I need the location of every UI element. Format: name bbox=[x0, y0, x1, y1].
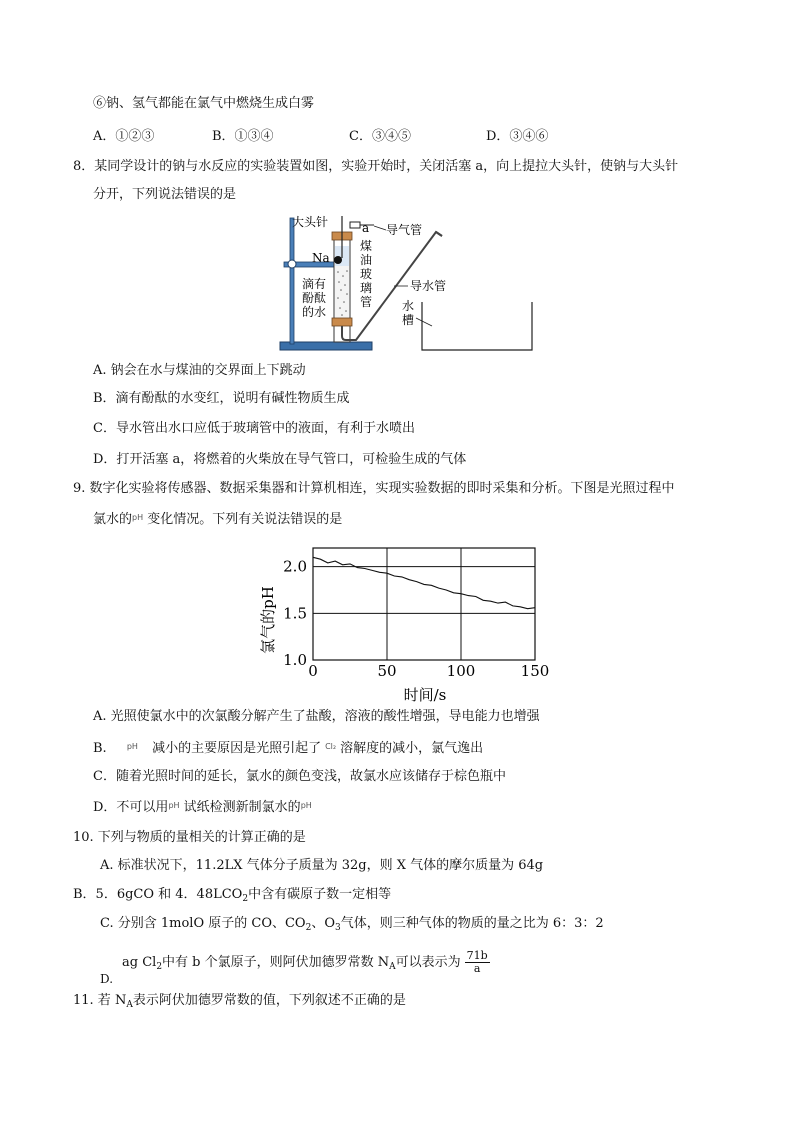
q9-b-label: B. bbox=[93, 741, 107, 756]
q9-b-mid: 减小的主要原因是光照引起了 bbox=[152, 741, 322, 756]
q7-option-b: B．①③④ bbox=[212, 129, 274, 144]
q10-d-mid: 中有 b 个氯原子，则阿伏加德罗常数 N bbox=[162, 955, 390, 970]
q8-stem-line2: 分开，下列说法错误的是 bbox=[93, 187, 237, 202]
q9-d-ph1: pH bbox=[168, 801, 180, 810]
label-water-1: 滴有 bbox=[302, 277, 327, 291]
q7-item6: ⑥钠、氢气都能在氯气中燃烧生成白雾 bbox=[93, 96, 315, 111]
q10-option-b bbox=[73, 886, 391, 908]
q10-d-fraction bbox=[465, 950, 490, 975]
q10-d-sub2: A bbox=[389, 962, 396, 972]
chart-y-tick-label: 2.0 bbox=[283, 557, 307, 576]
q9-option-a: A. 光照使氯水中的次氯酸分解产生了盐酸，溶液的酸性增强，导电能力也增强 bbox=[93, 709, 540, 724]
q9-option-d bbox=[93, 797, 312, 817]
q10-option-d-label: D. bbox=[100, 972, 114, 986]
q8-option-b: B．滴有酚酞的水变红，说明有碱性物质生成 bbox=[93, 391, 350, 406]
q10-stem: 10. 下列与物质的量相关的计算正确的是 bbox=[73, 830, 306, 845]
q10-d-denominator: a bbox=[473, 962, 481, 975]
q10-c-pre: C. 分别含 1molO 原子的 CO、CO bbox=[100, 916, 306, 931]
q11-pre: 11. 若 N bbox=[73, 993, 127, 1008]
q10-c-sub1: 2 bbox=[305, 923, 312, 933]
chart-x-tick-label: 150 bbox=[520, 662, 550, 680]
label-kerosene-1: 煤 bbox=[360, 239, 373, 253]
label-na: Na bbox=[312, 251, 330, 265]
q9-d-pre: D．不可以用 bbox=[93, 800, 169, 815]
chart-x-tick-label: 100 bbox=[446, 662, 476, 680]
q9-b-ph: pH bbox=[126, 742, 138, 751]
q11-post: 表示阿伏加德罗常数的值，下列叙述不正确的是 bbox=[132, 993, 406, 1008]
q10-c-post: 气体，则三种气体的物质的量之比为 6：3：2 bbox=[340, 916, 604, 931]
q9-d-mid: 试纸检测新制氯水的 bbox=[183, 800, 301, 815]
chart-x-axis-label: 时间/s bbox=[403, 686, 447, 704]
label-water-2: 酚酞 bbox=[302, 291, 327, 305]
chart-y-axis-label: 氯气的pH bbox=[259, 586, 277, 654]
q10-c-sub2: 3 bbox=[335, 923, 341, 933]
chart-x-tick-label: 50 bbox=[377, 662, 397, 680]
q8-option-d: D．打开活塞 a，将燃着的火柴放在导气管口，可检验生成的气体 bbox=[93, 452, 467, 467]
ph-line-chart bbox=[255, 540, 555, 705]
q10-b-sub: 2 bbox=[242, 894, 249, 904]
q10-d-post: 可以表示为 bbox=[395, 955, 461, 970]
q10-b-post: 中含有碳原子数一定相等 bbox=[248, 887, 392, 902]
q10-d-sub: 2 bbox=[156, 962, 163, 972]
q9-d-ph2: pH bbox=[300, 801, 312, 810]
label-glass-3: 管 bbox=[360, 295, 373, 309]
q8-stem-line1: 8．某同学设计的钠与水反应的实验装置如图，实验开始时，关闭活塞 a，向上提拉大头针，使钠与大头针 bbox=[73, 159, 679, 174]
chart-series-line-ph bbox=[313, 557, 535, 608]
q9-b-cl2: Cl₂ bbox=[325, 742, 337, 751]
q9-stem-post: 变化情况。下列有关说法错误的是 bbox=[147, 512, 343, 527]
q10-b-pre: B．5．6gCO 和 4．48LCO bbox=[73, 887, 243, 902]
q8-option-a: A. 钠会在水与煤油的交界面上下跳动 bbox=[93, 363, 306, 378]
label-glass-2: 璃 bbox=[360, 281, 373, 295]
q9-stem-line2 bbox=[93, 509, 342, 529]
label-a: a bbox=[362, 221, 370, 235]
q7-option-d: D．③④⑥ bbox=[486, 129, 549, 144]
chart-y-tick-label: 1.0 bbox=[283, 651, 307, 669]
q8-apparatus-diagram bbox=[270, 210, 550, 355]
label-pin: 大头针 bbox=[292, 215, 329, 229]
q10-d-numerator: 71b bbox=[466, 949, 488, 962]
label-kerosene-2: 油 bbox=[360, 253, 373, 267]
q10-option-a: A. 标准状况下，11.2LX 气体分子质量为 32g，则 X 气体的摩尔质量为 64g bbox=[100, 858, 544, 873]
q10-c-mid: 、O bbox=[311, 916, 336, 931]
q8-option-c: C．导水管出水口应低于玻璃管中的液面，有利于水喷出 bbox=[93, 421, 415, 436]
q9-b-post: 溶解度的减小，氯气逸出 bbox=[340, 741, 484, 756]
label-glass-1: 玻 bbox=[360, 267, 373, 281]
label-water-3: 的水 bbox=[302, 305, 327, 319]
q7-option-c: C．③④⑤ bbox=[349, 129, 411, 144]
label-gas-tube: 导气管 bbox=[386, 223, 423, 237]
q10-d-pre: ag Cl bbox=[122, 955, 157, 970]
q9-stem-line1: 9. 数字化实验将传感器、数据采集器和计算机相连，实现实验数据的即时采集和分析。下图是光照过程中 bbox=[73, 481, 675, 496]
q7-option-a: A．①②③ bbox=[93, 129, 155, 144]
q11-sub: A bbox=[126, 1000, 133, 1010]
label-trough-1: 水 bbox=[402, 299, 415, 313]
q9-option-b bbox=[93, 738, 483, 758]
chart-x-tick-label: 0 bbox=[308, 662, 318, 680]
label-trough-2: 槽 bbox=[402, 313, 415, 327]
label-water-tube: 导水管 bbox=[410, 279, 447, 293]
q9-stem-pre: 氯水的 bbox=[93, 512, 133, 527]
q9-stem-ph: pH bbox=[132, 513, 144, 522]
q11-stem bbox=[73, 992, 406, 1014]
q10-option-c bbox=[100, 915, 604, 937]
chart-y-tick-label: 1.5 bbox=[283, 604, 307, 623]
q9-option-c: C．随着光照时间的延长，氯水的颜色变浅，故氯水应该储存于棕色瓶中 bbox=[93, 769, 506, 784]
q10-option-d-body bbox=[122, 950, 490, 976]
